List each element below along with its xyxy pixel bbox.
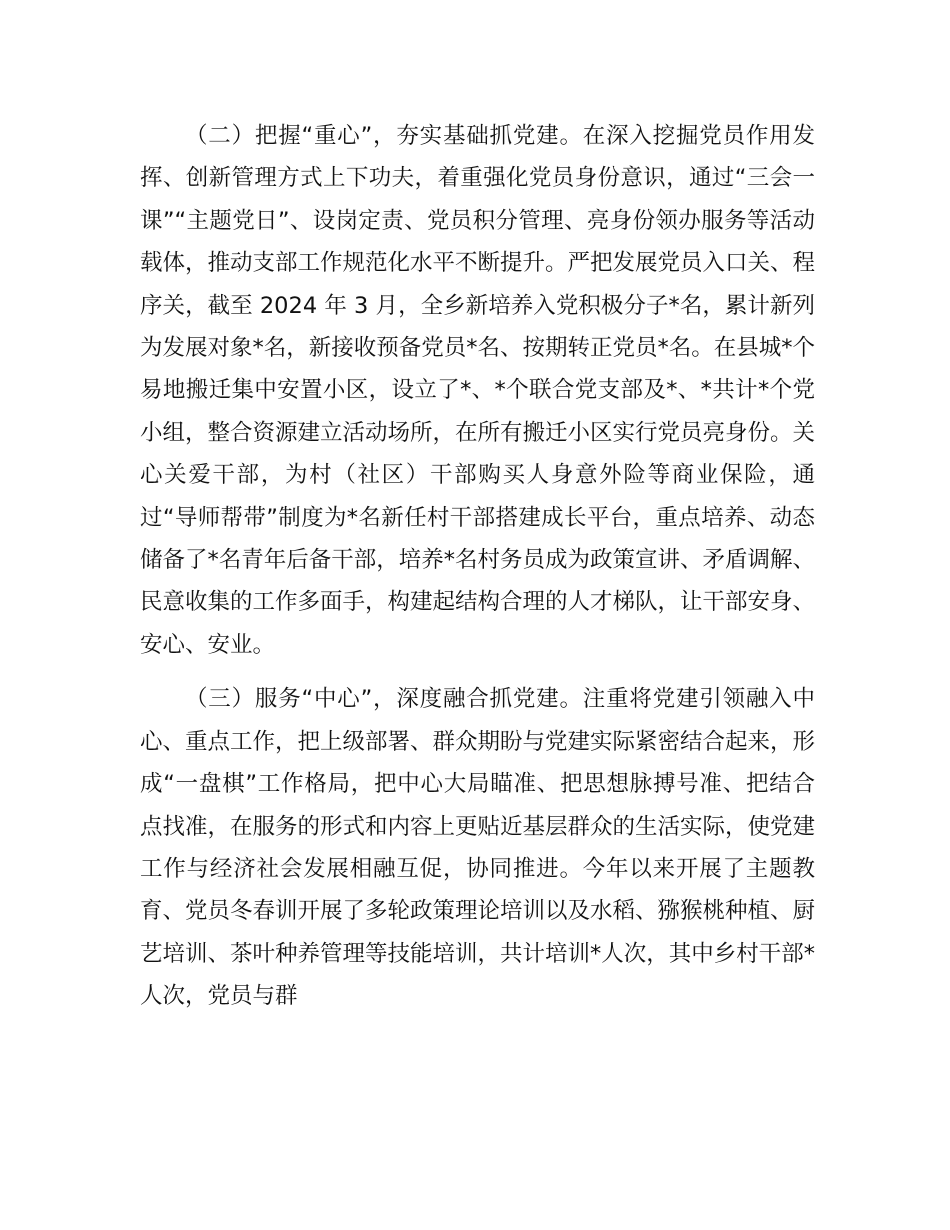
- paragraph-section-two: （二）把握“重心”，夯实基础抓党建。在深入挖掘党员作用发挥、创新管理方式上下功夫，着重强化党员身份意识，通过“三会一课”“主题党日”、设岗定责、党员积分管理、亮身份领办服务等活动载体，推动支部工作规范化水平不断提升。严把发展党员入口关、程序关，截至 2024 年 3 月，全乡新培养入党积极分子*名，累计新列为发展对象*名，新接收预备党员*名、按期转正党员*名。在县城*个易地搬迁集中安置小区，设立了*、*个联合党支部及*、*共计*个党小组，整合资源建立活动场所，在所有搬迁小区实行党员亮身份。关心关爱干部，为村（社区）干部购买人身意外险等商业保险，通过“导师帮带”制度为*名新任村干部搭建成长平台，重点培养、动态储备了*名青年后备干部，培养*名村务员成为政策宣讲、矛盾调解、民意收集的工作多面手，构建起结构合理的人才梯队，让干部安身、安心、安业。: [140, 123, 816, 658]
- paragraph-section-three: （三）服务“中心”，深度融合抓党建。注重将党建引领融入中心、重点工作，把上级部署、群众期盼与党建实际紧密结合起来，形成“一盘棋”工作格局，把中心大局瞄准、把思想脉搏号准、把结合点找准，在服务的形式和内容上更贴近基层群众的生活实际，使党建工作与经济社会发展相融互促，协同推进。今年以来开展了主题教育、党员冬春训开展了多轮政策理论培训以及水稻、猕猴桃种植、厨艺培训、茶叶种养管理等技能培训，共计培训*人次，其中乡村干部*人次，党员与群: [140, 686, 816, 1010]
- body-text: [140, 115, 815, 1018]
